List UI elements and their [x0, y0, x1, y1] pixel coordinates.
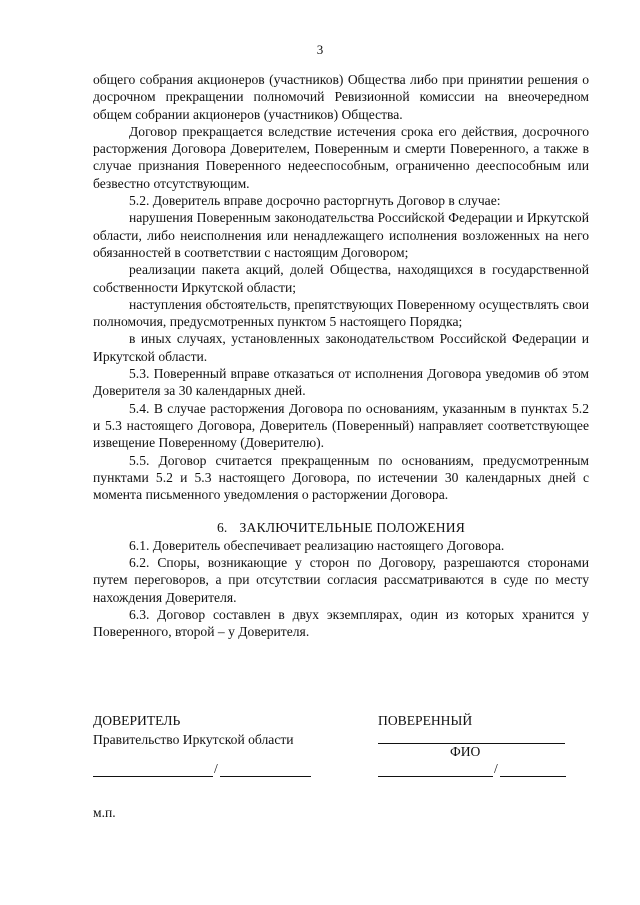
clause-6-3: 6.3. Договор составлен в двух экземплярах, один из которых хранится у Поверенного, второй – у Доверителя. — [93, 606, 589, 640]
clause-5-2-item-2: реализации пакета акций, долей Общества, находящихся в государственной собственности Иркутской области; — [93, 262, 589, 295]
document-body — [93, 71, 589, 641]
attorney-initials-line — [500, 776, 566, 777]
clause-5-2: 5.2. Доверитель вправе досрочно расторгнуть Договор в случае: — [129, 193, 501, 209]
clause-5-2-item-4: в иных случаях, установленных законодательством Российской Федерации и Иркутской области. — [93, 331, 589, 364]
clause-5-2-item-3: наступления обстоятельств, препятствующих Поверенному осуществлять свои полномочия, предусмотренных пунктом 5 настоящего Порядка; — [93, 296, 589, 330]
attorney-title: ПОВЕРЕННЫЙ — [378, 713, 473, 728]
paragraph-continuation: общего собрания акционеров (участников) Общества либо при принятии решения о досрочном прекращении полномочий Ревизионной комиссии на внеочередном общем собрании акционеров (участников) Общества. — [93, 72, 589, 122]
principal-signature-line — [93, 776, 213, 777]
principal-name-line — [220, 776, 311, 777]
clause-5-5: 5.5. Договор считается прекращенным по основаниям, предусмотренным пунктами 5.2 и 5.3 настоящего Договора, по истечении 30 календарных дней с момента письменного уведомления о расторжении Договора. — [93, 452, 589, 503]
principal-title: ДОВЕРИТЕЛЬ — [93, 713, 181, 728]
clause-5-2-item-1: нарушения Поверенным законодательства Российской Федерации и Иркутской области, либо неисполнения или ненадлежащего исполнения возложенных на него обязанностей в соответствии с настоящим Договором; — [93, 210, 589, 260]
attorney-signature-slash: / — [494, 761, 498, 776]
paragraph-termination: Договор прекращается вследствие истечения срока его действия, досрочного расторжения Договора Доверителем, Поверенным и смерти Поверенного, а также в случае признания Поверенного недееспособным, ограниченно дееспособным или безвестно отсутствующим. — [93, 123, 589, 191]
attorney-signature-line — [378, 776, 493, 777]
stamp-label: м.п. — [93, 805, 116, 820]
clause-5-3: 5.3. Поверенный вправе отказаться от исполнения Договора уведомив об этом Доверителя за 30 календарных дней. — [93, 366, 589, 399]
principal-name: Правительство Иркутской области — [93, 732, 294, 747]
section-6-number: 6. — [216, 520, 228, 536]
page-number: 3 — [316, 42, 324, 57]
clause-6-1: 6.1. Доверитель обеспечивает реализацию настоящего Договора. — [129, 537, 505, 553]
section-6-heading — [93, 503, 589, 536]
section-6-title: ЗАКЛЮЧИТЕЛЬНЫЕ ПОЛОЖЕНИЯ — [239, 520, 466, 536]
signature-block — [93, 712, 589, 792]
attorney-fio-label: ФИО — [450, 744, 481, 759]
principal-signature-slash: / — [214, 761, 218, 776]
clause-5-4: 5.4. В случае расторжения Договора по основаниям, указанным в пунктах 5.2 и 5.3 настоящего Договора, Доверитель (Поверенный) направляет соответствующее извещение Поверенному (Доверителю). — [93, 400, 589, 451]
clause-6-2: 6.2. Споры, возникающие у сторон по Договору, разрешаются сторонами путем переговоров, а при отсутствии согласия рассматриваются в суде по месту нахождения Доверителя. — [93, 555, 589, 605]
